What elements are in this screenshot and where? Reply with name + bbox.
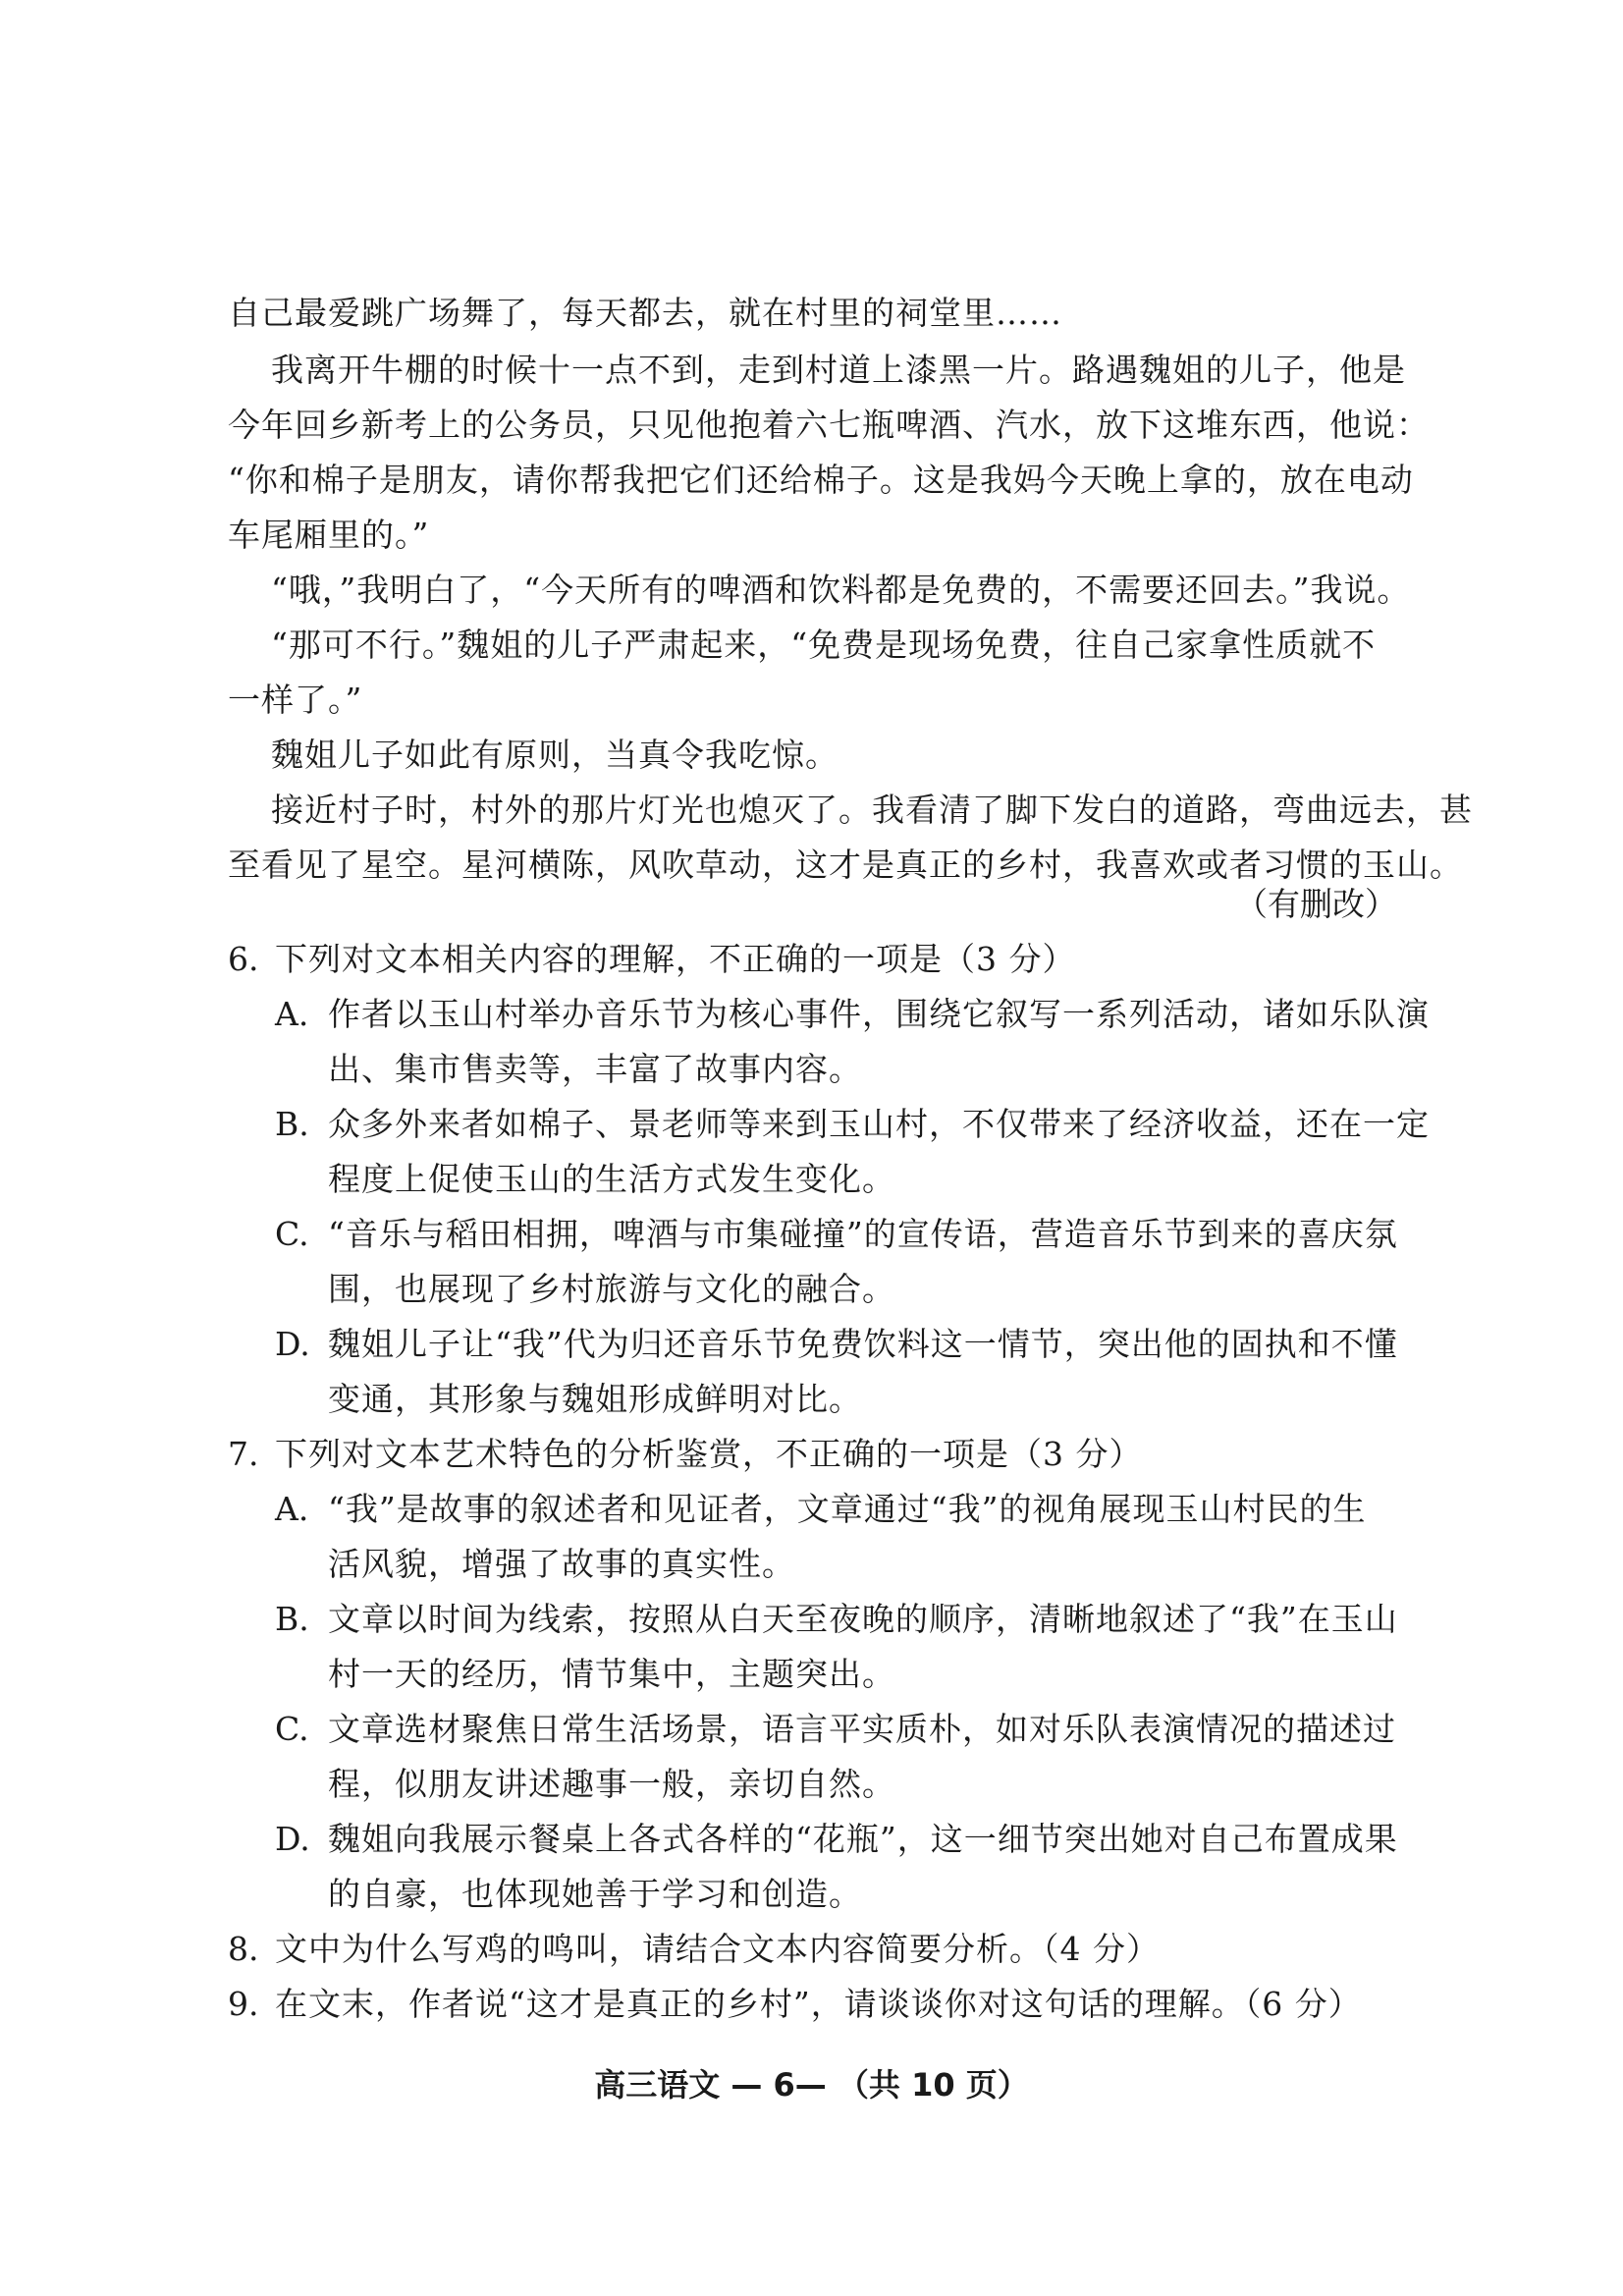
option-text: “音乐与稻田相拥，啤酒与市集碰撞”的宣传语，营造音乐节到来的喜庆氛: [328, 1215, 1398, 1253]
option-letter: A.: [275, 995, 309, 1033]
passage-line: 接近村子时，村外的那片灯光也熄灭了。我看清了脚下发白的道路，弯曲远去，甚: [271, 791, 1473, 829]
page-footer: 高三语文 — 6— （共 10 页）: [594, 2066, 1029, 2104]
passage-line: 我离开牛棚的时候十一点不到，走到村道上漆黑一片。路遇魏姐的儿子，他是: [271, 351, 1406, 389]
question-stem: 下列对文本相关内容的理解，不正确的一项是（3 分）: [275, 940, 1076, 978]
passage-line: “哦，”我明白了，“今天所有的啤酒和饮料都是免费的，不需要还回去。”我说。: [271, 571, 1411, 609]
option-text: 围，也展现了乡村旅游与文化的融合。: [328, 1270, 895, 1308]
passage-line: “你和棉子是朋友，请你帮我把它们还给棉子。这是我妈今天晚上拿的，放在电动: [228, 461, 1414, 499]
option-text: 出、集市售卖等，丰富了故事内容。: [328, 1050, 862, 1088]
option-letter: D.: [275, 1325, 310, 1363]
question-stem: 下列对文本艺术特色的分析鉴赏，不正确的一项是（3 分）: [275, 1435, 1143, 1473]
option-text: 活风貌，增强了故事的真实性。: [328, 1545, 795, 1583]
option-text: 魏姐儿子让“我”代为归还音乐节免费饮料这一情节，突出他的固执和不懂: [328, 1325, 1398, 1363]
edit-note: （有删改）: [1235, 885, 1397, 923]
question-number: 9.: [228, 1985, 259, 2023]
option-text: 文章选材聚焦日常生活场景，语言平实质朴，如对乐队表演情况的描述过: [328, 1710, 1396, 1748]
option-text: 程，似朋友讲述趣事一般，亲切自然。: [328, 1765, 895, 1803]
option-letter: B.: [275, 1105, 309, 1143]
option-text: “我”是故事的叙述者和见证者，文章通过“我”的视角展现玉山村民的生: [328, 1490, 1367, 1528]
passage-line: 魏姐儿子如此有原则，当真令我吃惊。: [271, 736, 839, 774]
option-letter: A.: [275, 1490, 309, 1528]
option-text: 文章以时间为线索，按照从白天至夜晚的顺序，清晰地叙述了“我”在玉山: [328, 1600, 1398, 1638]
passage-line: “那可不行。”魏姐的儿子严肃起来，“免费是现场免费，往自己家拿性质就不: [271, 626, 1377, 664]
option-text: 的自豪，也体现她善于学习和创造。: [328, 1875, 862, 1913]
passage-line: 一样了。”: [228, 681, 363, 719]
question-number: 8.: [228, 1930, 259, 1968]
option-text: 程度上促使玉山的生活方式发生变化。: [328, 1160, 895, 1198]
question-stem: 在文末，作者说“这才是真正的乡村”，请谈谈你对这句话的理解。（6 分）: [275, 1985, 1362, 2023]
passage-line: 至看见了星空。星河横陈，风吹草动，这才是真正的乡村，我喜欢或者习惯的玉山。: [228, 846, 1463, 884]
option-letter: B.: [275, 1600, 309, 1638]
passage-line: 自己最爱跳广场舞了，每天都去，就在村里的祠堂里……: [228, 294, 1062, 332]
option-text: 众多外来者如棉子、景老师等来到玉山村，不仅带来了经济收益，还在一定: [328, 1105, 1430, 1143]
option-text: 作者以玉山村举办音乐节为核心事件，围绕它叙写一系列活动，诸如乐队演: [328, 995, 1430, 1033]
passage-line: 今年回乡新考上的公务员，只见他抱着六七瓶啤酒、汽水，放下这堆东西，他说：: [228, 406, 1430, 444]
option-text: 村一天的经历，情节集中，主题突出。: [328, 1655, 895, 1693]
passage-line: 车尾厢里的。”: [228, 516, 430, 554]
option-letter: C.: [275, 1710, 309, 1748]
option-letter: D.: [275, 1820, 310, 1858]
question-stem: 文中为什么写鸡的鸣叫，请结合文本内容简要分析。（4 分）: [275, 1930, 1160, 1968]
option-text: 变通，其形象与魏姐形成鲜明对比。: [328, 1380, 862, 1418]
question-number: 6.: [228, 940, 259, 978]
option-text: 魏姐向我展示餐桌上各式各样的“花瓶”，这一细节突出她对自己布置成果: [328, 1820, 1398, 1858]
option-letter: C.: [275, 1215, 309, 1253]
question-number: 7.: [228, 1435, 259, 1473]
